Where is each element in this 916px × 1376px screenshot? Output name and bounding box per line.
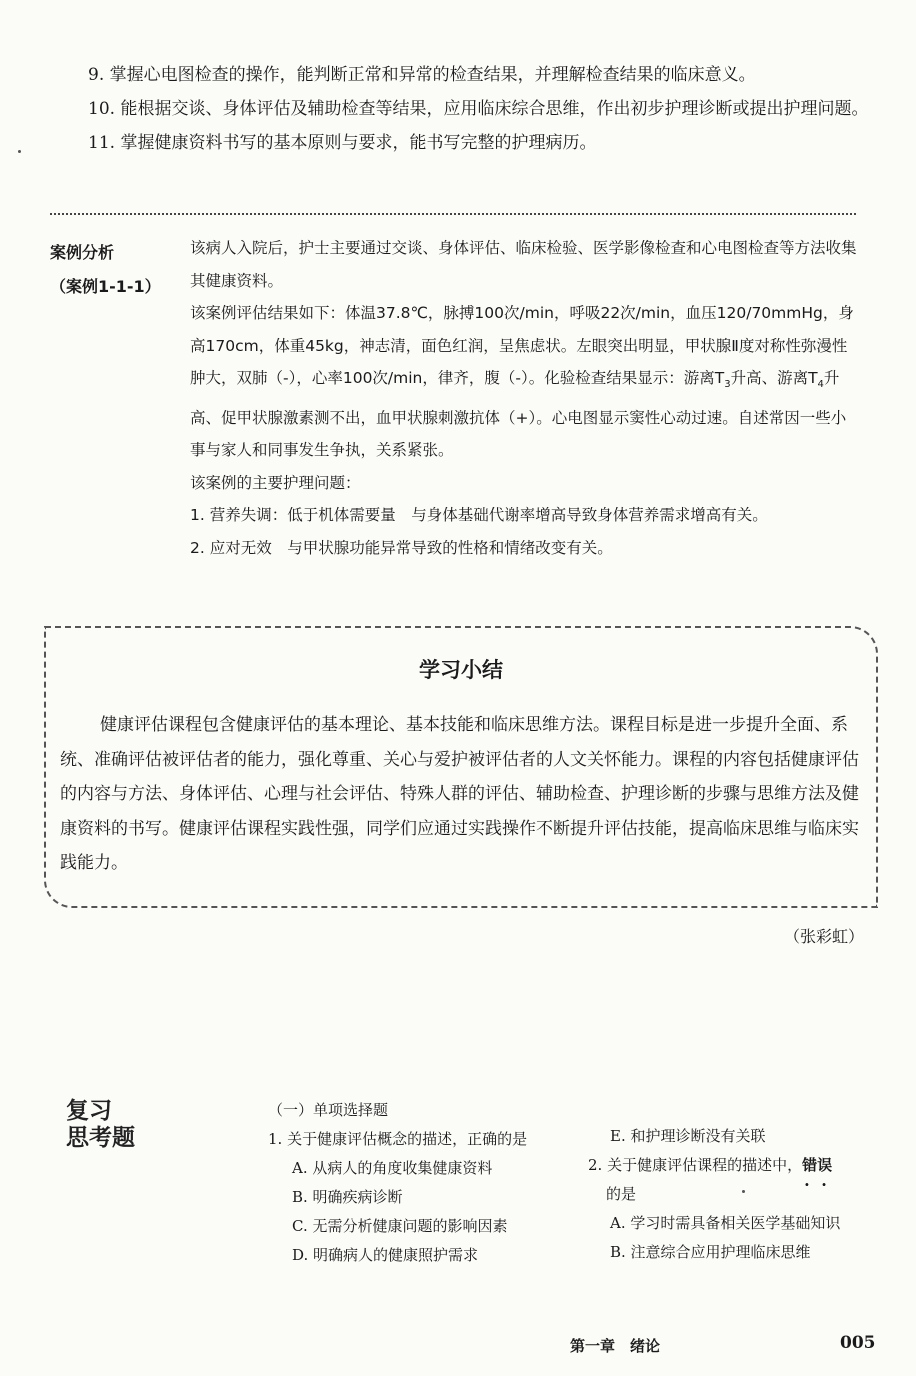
scan-speck	[742, 1190, 745, 1193]
objective-item: 9. 掌握心电图检查的操作，能判断正常和异常的检查结果，并理解检查结果的临床意义。	[88, 65, 756, 85]
footer-chapter: 第一章 绪论	[570, 1337, 661, 1355]
case-result: 该案例评估结果如下：体温37.8℃，脉搏100次/min，呼吸22次/min，血压120/70mmHg，身高170cm，体重45kg，神志清，面色红润，呈焦虑状。左眼突出明显，甲状腺Ⅱ度对称性弥漫性肿大，双肺（-），心率100次/min，律齐，腹（-）。化验检查结果显示：游离$T_3$升高、游离$T_4$升高、促甲状腺激素测不出，血甲状腺刺激抗体（+）。心电图显示窦性心动过速。自述常因一些小事与家人和同事发生争执，关系紧张。	[190, 304, 854, 460]
summary-title: 学习小结	[419, 658, 503, 682]
review-heading: 复习 思考题	[66, 1098, 135, 1151]
problems-heading: 该案例的主要护理问题：	[190, 473, 361, 492]
option-item: E. 和护理诊断没有关联	[610, 1127, 766, 1145]
option-item: A. 学习时需具备相关医学基础知识	[610, 1214, 841, 1232]
section-title: （一）单项选择题	[268, 1101, 389, 1119]
case-number: （案例1-1-1）	[50, 277, 161, 296]
option-item: A. 从病人的角度收集健康资料	[292, 1159, 493, 1177]
summary-text: 健康评估课程包含健康评估的基本理论、基本技能和临床思维方法。课程目标是进一步提升全面、系统、准确评估被评估者的能力，强化尊重、关心与爱护被评估者的人文关怀能力。课程的内容包括健康评估的内容与方法、身体评估、心理与社会评估、特殊人群的评估、辅助检查、护理诊断的步骤与思维方法及健康资料的书写。健康评估课程实践性强，同学们应通过实践操作不断提升评估技能，提高临床思维与临床实践能力。	[60, 715, 859, 873]
author: （张彩虹）	[783, 927, 864, 946]
page-number: 005	[840, 1333, 876, 1353]
question-stem: 1. 关于健康评估概念的描述，正确的是	[268, 1130, 528, 1148]
problem-item: 2. 应对无效 与甲状腺功能异常导致的性格和情绪改变有关。	[190, 538, 613, 557]
questions-column-2	[588, 1122, 878, 1267]
question-stem-cont: 的是	[606, 1185, 637, 1203]
learning-objectives	[50, 58, 870, 160]
option-item: D. 明确病人的健康照护需求	[292, 1246, 479, 1264]
section-divider	[50, 213, 856, 215]
option-item: B. 明确疾病诊断	[292, 1188, 403, 1206]
objective-item: 11. 掌握健康资料书写的基本原则与要求，能书写完整的护理病历。	[88, 133, 597, 153]
case-body	[190, 232, 858, 564]
question-stem: 2. 关于健康评估课程的描述中，错误 · ·	[588, 1151, 878, 1180]
option-item: C. 无需分析健康问题的影响因素	[292, 1217, 508, 1235]
case-label	[50, 236, 161, 304]
option-item: B. 注意综合应用护理临床思维	[610, 1243, 811, 1261]
questions-column-1	[268, 1096, 578, 1270]
case-title: 案例分析	[50, 243, 115, 262]
case-intro: 该病人入院后，护士主要通过交谈、身体评估、临床检验、医学影像检查和心电图检查等方法收集其健康资料。	[190, 239, 857, 290]
problem-item: 1. 营养失调：低于机体需要量 与身体基础代谢率增高导致身体营养需求增高有关。	[190, 506, 768, 525]
summary-box	[44, 626, 878, 908]
scan-speck	[18, 150, 21, 153]
objective-item: 10. 能根据交谈、身体评估及辅助检查等结果，应用临床综合思维，作出初步护理诊断或提出护理问题。	[88, 99, 869, 119]
